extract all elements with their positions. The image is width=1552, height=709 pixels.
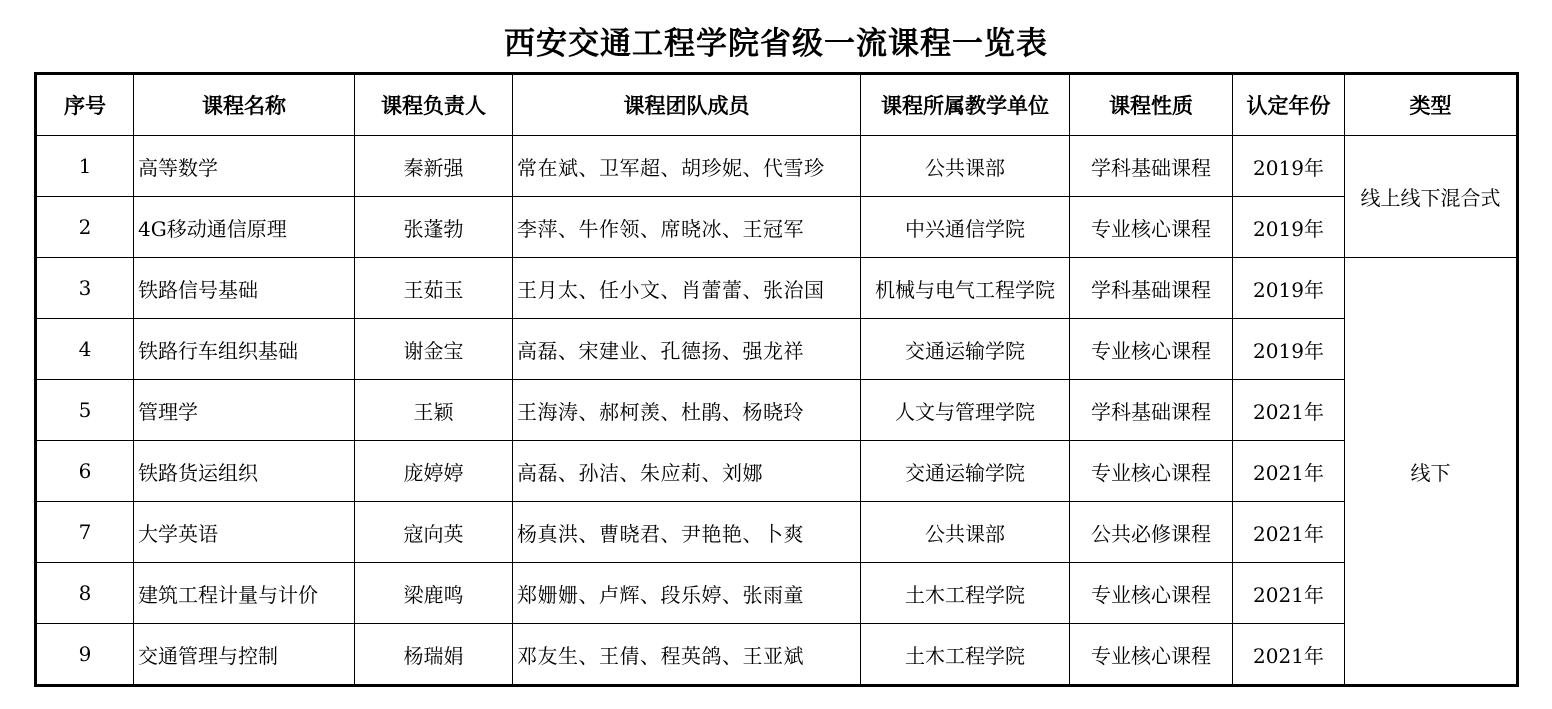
cell-leader: 庞婷婷	[355, 441, 513, 502]
cell-team: 王海涛、郝柯羡、杜鹃、杨晓玲	[513, 380, 861, 441]
cell-unit: 中兴通信学院	[861, 197, 1070, 258]
cell-year: 2021年	[1233, 502, 1345, 563]
table-row	[36, 624, 1518, 686]
cell-year: 2019年	[1233, 197, 1345, 258]
header-index: 序号	[36, 74, 134, 136]
cell-leader: 张蓬勃	[355, 197, 513, 258]
cell-year: 2019年	[1233, 136, 1345, 197]
cell-index: 7	[36, 502, 134, 563]
cell-unit: 公共课部	[861, 136, 1070, 197]
header-leader: 课程负责人	[355, 74, 513, 136]
cell-nature: 专业核心课程	[1070, 197, 1233, 258]
course-table	[34, 72, 1519, 687]
header-type: 类型	[1345, 74, 1518, 136]
table-row	[36, 441, 1518, 502]
table-row	[36, 197, 1518, 258]
cell-index: 5	[36, 380, 134, 441]
cell-index: 9	[36, 624, 134, 686]
cell-year: 2021年	[1233, 441, 1345, 502]
cell-nature: 学科基础课程	[1070, 258, 1233, 319]
header-unit: 课程所属教学单位	[861, 74, 1070, 136]
page-title: 西安交通工程学院省级一流课程一览表	[504, 26, 1048, 62]
table-row	[36, 502, 1518, 563]
header-nature: 课程性质	[1070, 74, 1233, 136]
header-row	[36, 74, 1518, 136]
cell-unit: 交通运输学院	[861, 441, 1070, 502]
cell-unit: 机械与电气工程学院	[861, 258, 1070, 319]
cell-leader: 谢金宝	[355, 319, 513, 380]
cell-nature: 专业核心课程	[1070, 563, 1233, 624]
cell-leader: 秦新强	[355, 136, 513, 197]
cell-leader: 寇向英	[355, 502, 513, 563]
cell-unit: 土木工程学院	[861, 563, 1070, 624]
cell-year: 2019年	[1233, 319, 1345, 380]
cell-nature: 专业核心课程	[1070, 441, 1233, 502]
table-row	[36, 380, 1518, 441]
cell-unit: 人文与管理学院	[861, 380, 1070, 441]
cell-course-name: 铁路行车组织基础	[134, 319, 355, 380]
header-year: 认定年份	[1233, 74, 1345, 136]
header-course-name: 课程名称	[134, 74, 355, 136]
cell-nature: 学科基础课程	[1070, 136, 1233, 197]
table-row	[36, 258, 1518, 319]
cell-team: 王月太、任小文、肖蕾蕾、张治国	[513, 258, 861, 319]
cell-course-name: 交通管理与控制	[134, 624, 355, 686]
cell-unit: 交通运输学院	[861, 319, 1070, 380]
cell-nature: 学科基础课程	[1070, 380, 1233, 441]
cell-course-name: 铁路信号基础	[134, 258, 355, 319]
header-team: 课程团队成员	[513, 74, 861, 136]
table-row	[36, 319, 1518, 380]
cell-course-name: 管理学	[134, 380, 355, 441]
cell-nature: 专业核心课程	[1070, 319, 1233, 380]
cell-nature: 公共必修课程	[1070, 502, 1233, 563]
cell-course-name: 大学英语	[134, 502, 355, 563]
cell-unit: 土木工程学院	[861, 624, 1070, 686]
cell-team: 邓友生、王倩、程英鸽、王亚斌	[513, 624, 861, 686]
cell-team: 常在斌、卫军超、胡珍妮、代雪珍	[513, 136, 861, 197]
cell-course-name: 铁路货运组织	[134, 441, 355, 502]
cell-index: 8	[36, 563, 134, 624]
cell-index: 4	[36, 319, 134, 380]
cell-leader: 杨瑞娟	[355, 624, 513, 686]
cell-index: 1	[36, 136, 134, 197]
cell-course-name: 4G移动通信原理	[134, 197, 355, 258]
table-row	[36, 563, 1518, 624]
cell-team: 高磊、孙洁、朱应莉、刘娜	[513, 441, 861, 502]
cell-leader: 王茹玉	[355, 258, 513, 319]
cell-type-offline: 线下	[1345, 258, 1518, 686]
cell-team: 李萍、牛作领、席晓冰、王冠军	[513, 197, 861, 258]
cell-course-name: 建筑工程计量与计价	[134, 563, 355, 624]
cell-year: 2019年	[1233, 258, 1345, 319]
cell-index: 3	[36, 258, 134, 319]
table-row	[36, 136, 1518, 197]
cell-unit: 公共课部	[861, 502, 1070, 563]
cell-team: 高磊、宋建业、孔德扬、强龙祥	[513, 319, 861, 380]
cell-year: 2021年	[1233, 563, 1345, 624]
cell-course-name: 高等数学	[134, 136, 355, 197]
cell-year: 2021年	[1233, 624, 1345, 686]
cell-leader: 王颖	[355, 380, 513, 441]
cell-index: 6	[36, 441, 134, 502]
cell-team: 杨真洪、曹晓君、尹艳艳、卜爽	[513, 502, 861, 563]
cell-team: 郑姗姗、卢辉、段乐婷、张雨童	[513, 563, 861, 624]
cell-type-blended: 线上线下混合式	[1345, 136, 1518, 258]
cell-index: 2	[36, 197, 134, 258]
cell-nature: 专业核心课程	[1070, 624, 1233, 686]
cell-year: 2021年	[1233, 380, 1345, 441]
cell-leader: 梁鹿鸣	[355, 563, 513, 624]
